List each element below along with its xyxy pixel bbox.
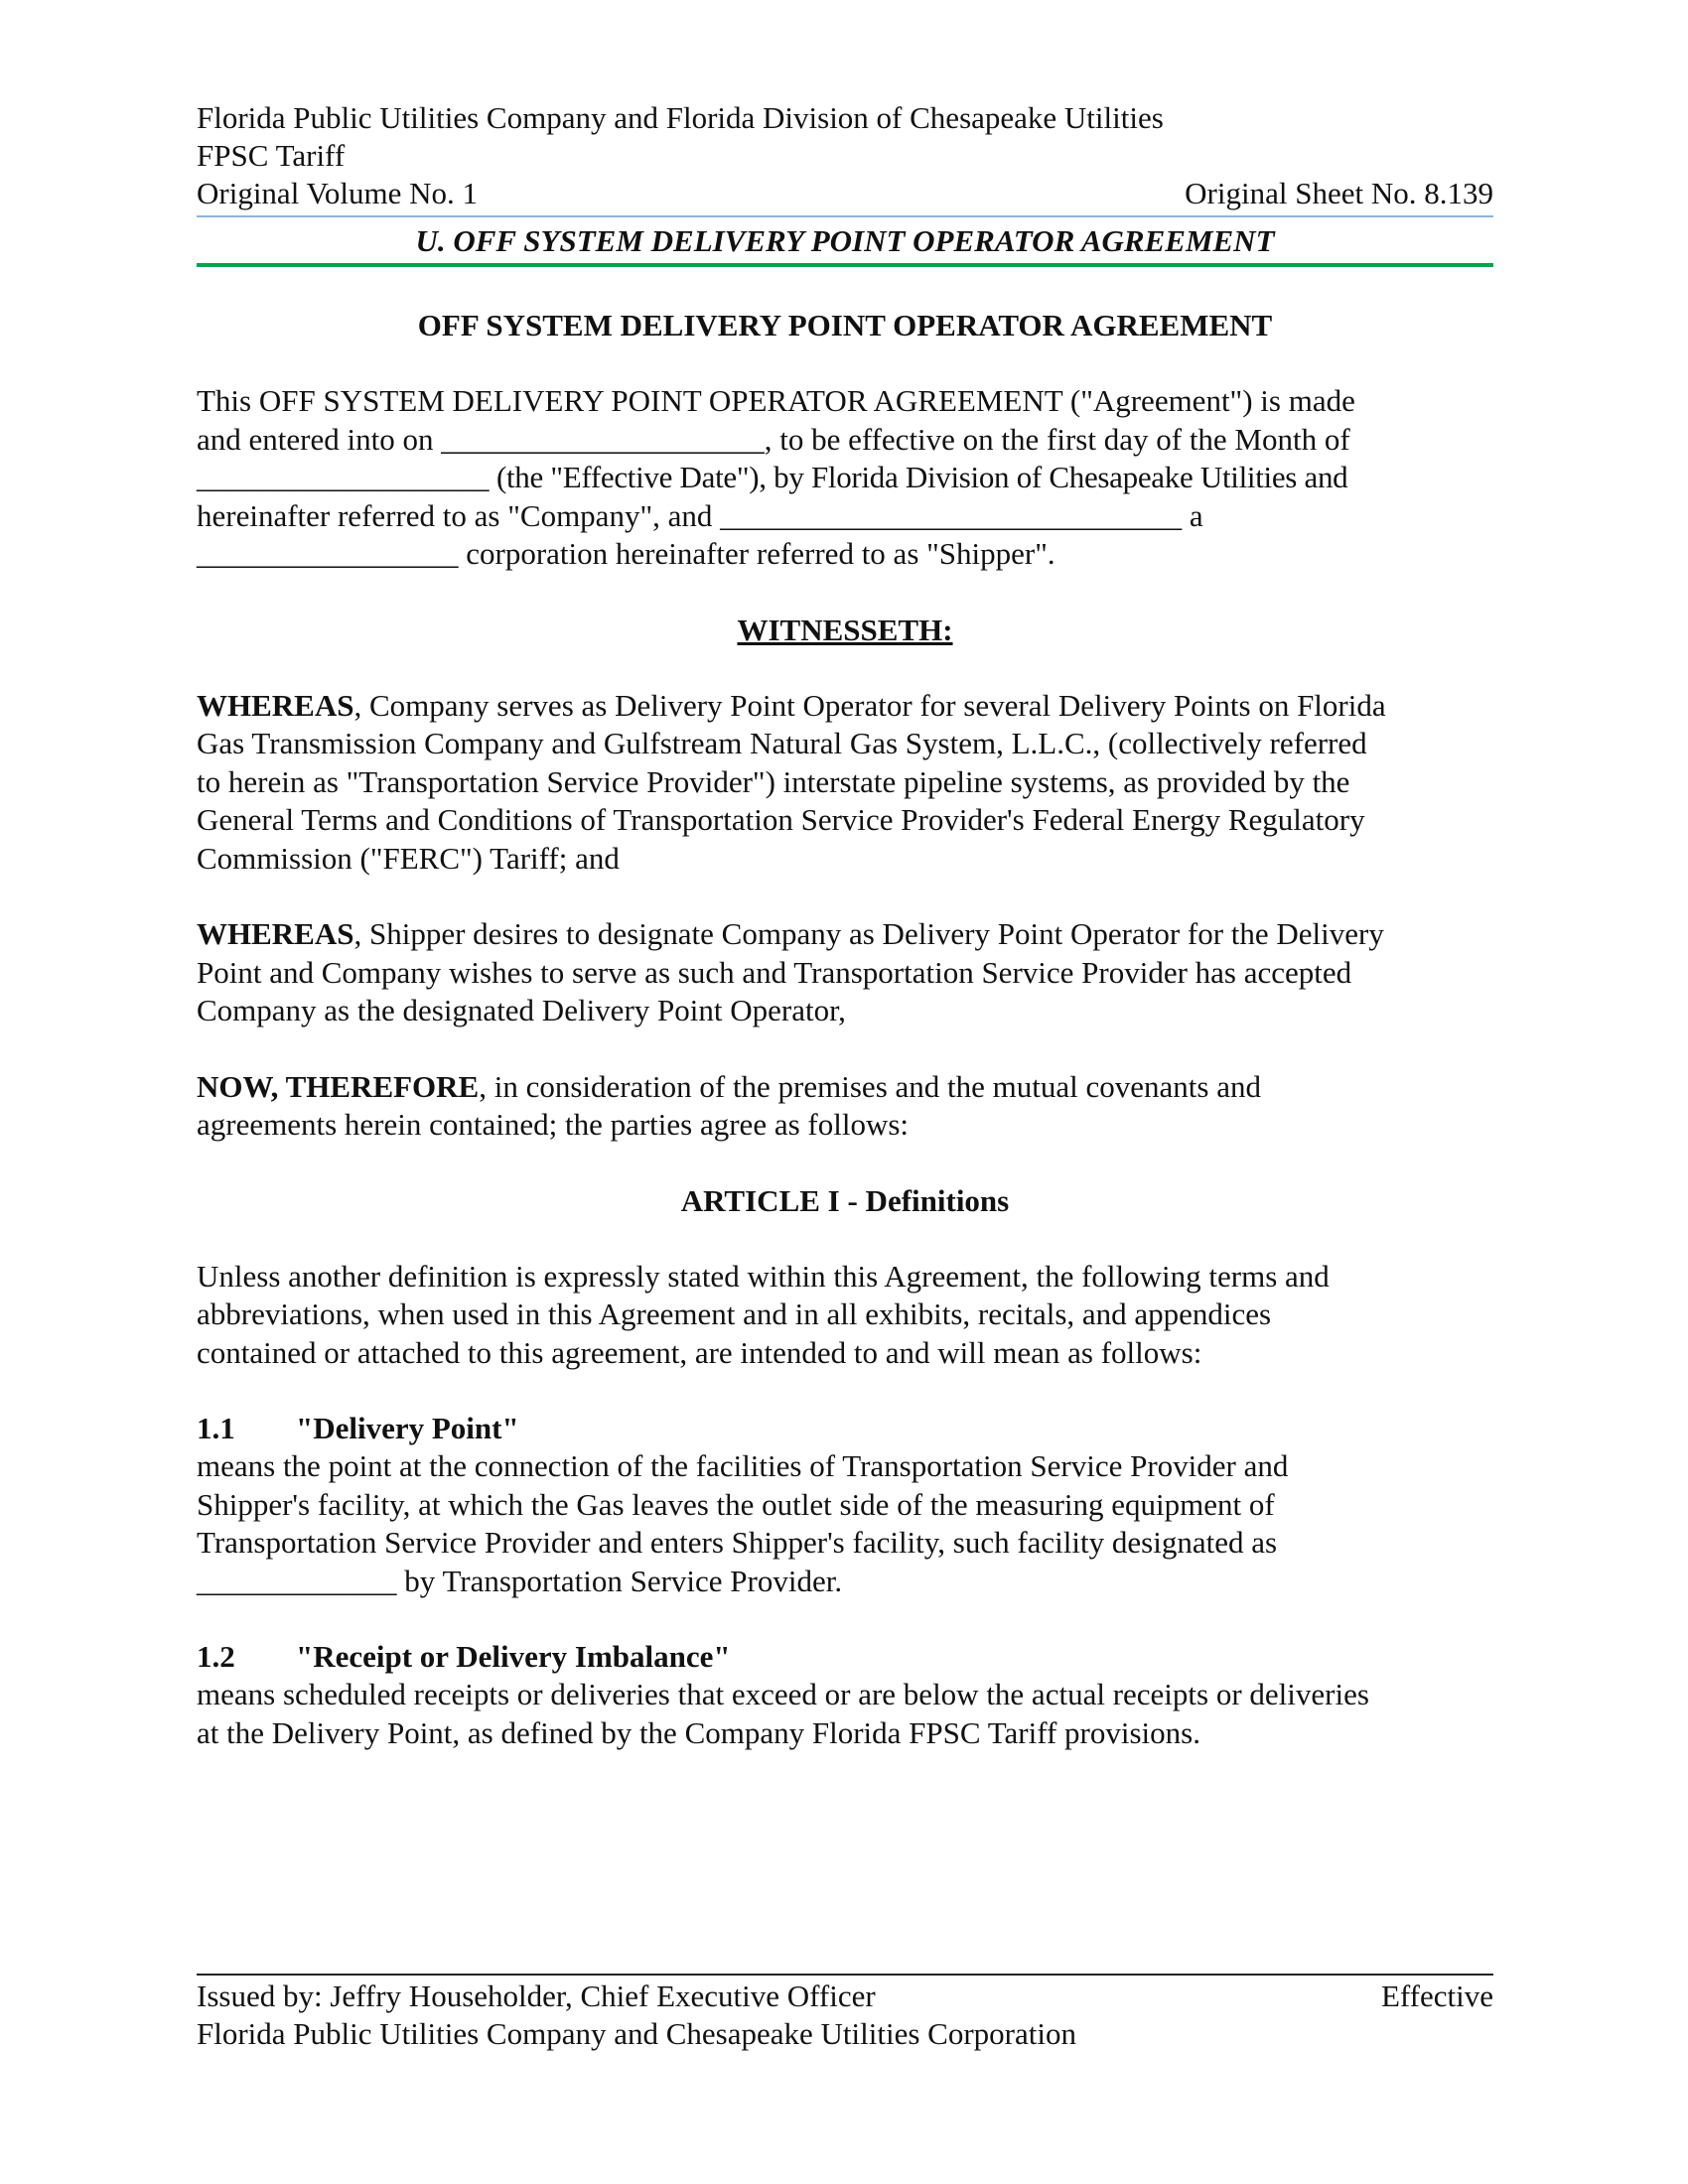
whereas-lead: WHEREAS (197, 916, 354, 951)
section-title: U. OFF SYSTEM DELIVERY POINT OPERATOR AGREEMENT (415, 223, 1275, 258)
intro-line: hereinafter referred to as "Company", and ______________________________ a (197, 497, 1203, 533)
month-blank: ___________________ (197, 460, 490, 494)
section-term: "Receipt or Delivery Imbalance" (296, 1639, 731, 1674)
header-divider-green (197, 263, 1493, 267)
footer-divider (197, 1974, 1493, 1976)
article-heading: ARTICLE I - Definitions (680, 1182, 1010, 1218)
footer-company: Florida Public Utilities Company and Chesapeake Utilities Corporation (197, 2016, 1076, 2051)
shipper-name-blank: ______________________________ (720, 497, 1183, 533)
header-volume-row (197, 175, 1493, 212)
section-number: 1.2 (197, 1639, 235, 1674)
whereas-paragraph-2: WHEREAS, Shipper desires to designate Company as Delivery Point Operator for the Delivery Point and Company wishes to serve as such and Transportation Service Provider has accepted Company as the designated Delivery Point Operator, (197, 916, 1384, 1027)
whereas-lead: WHEREAS (197, 687, 354, 723)
witnesseth-heading: WITNESSETH: (737, 612, 953, 647)
intro-paragraph (197, 382, 1493, 574)
issued-by: Issued by: Jeffry Householder, Chief Executive Officer (197, 1979, 876, 2013)
intro-line: ___________________ (the "Effective Date"), by Florida Division of Chesapeake Utilities and (197, 460, 1348, 494)
intro-line: This OFF SYSTEM DELIVERY POINT OPERATOR AGREEMENT ("Agreement") is made (197, 383, 1355, 418)
definitions-intro: Unless another definition is expressly stated within this Agreement, the following terms and abbreviations, when used in this Agreement and in all exhibits, recitals, and appendices contained or attached to this agreement, are intended to and will mean as follows: (197, 1258, 1330, 1370)
header-sheet-number: Original Sheet No. 8.139 (1185, 176, 1493, 210)
header-divider-blue (197, 215, 1493, 217)
intro-line: _________________ corporation hereinafter referred to as "Shipper". (197, 536, 1055, 571)
section-term: "Delivery Point" (296, 1411, 519, 1445)
whereas-paragraph-1: WHEREAS, Company serves as Delivery Point Operator for several Delivery Points on Florida Gas Transmission Company and Gulfstream Natural Gas System, L.L.C., (collectively referred to herein as "Transportation Service Provider") interstate pipeline systems, as provided by the General Terms and Conditions of Transportation Service Provider's Federal Energy Regulatory Commission ("FERC") Tariff; and (197, 687, 1386, 876)
definition-section-1-2: 1.2 "Receipt or Delivery Imbalance" means scheduled receipts or deliveries that exceed or are below the actual receipts or deliveries at the Delivery Point, as defined by the Company Florida FPSC Tariff provisions. (197, 1638, 1493, 1752)
footer-issued-row (197, 1978, 1493, 2015)
date-blank: _____________________ (441, 421, 765, 457)
page-footer (197, 1974, 1493, 2053)
facility-blank: _____________ (197, 1563, 397, 1598)
agreement-title: OFF SYSTEM DELIVERY POINT OPERATOR AGREEMENT (417, 308, 1273, 342)
section-number: 1.1 (197, 1411, 235, 1445)
intro-line: and entered into on _____________________, to be effective on the first day of the Month of (197, 421, 1350, 457)
header-tariff-line: FPSC Tariff (197, 138, 346, 173)
section-heading (197, 1638, 1493, 1676)
header-company-line: Florida Public Utilities Company and Florida Division of Chesapeake Utilities (197, 100, 1164, 135)
definition-section-1-1: 1.1 "Delivery Point" means the point at the connection of the facilities of Transportation Service Provider and Shipper's facility, at which the Gas leaves the outlet side of the measuring equipment of Transportation Service Provider and enters Shipper's facility, such facility designated as _____________ by Transportation Service Provider. (197, 1410, 1493, 1600)
effective-label: Effective (1380, 1979, 1493, 2013)
state-blank: _________________ (197, 536, 459, 571)
header-volume: Original Volume No. 1 (197, 176, 479, 210)
now-therefore-paragraph: NOW, THEREFORE, in consideration of the premises and the mutual covenants and agreements herein contained; the parties agree as follows: (197, 1068, 1261, 1142)
section-heading (197, 1410, 1493, 1447)
document-page (197, 99, 1493, 1752)
now-therefore-lead: NOW, THEREFORE (197, 1068, 480, 1104)
